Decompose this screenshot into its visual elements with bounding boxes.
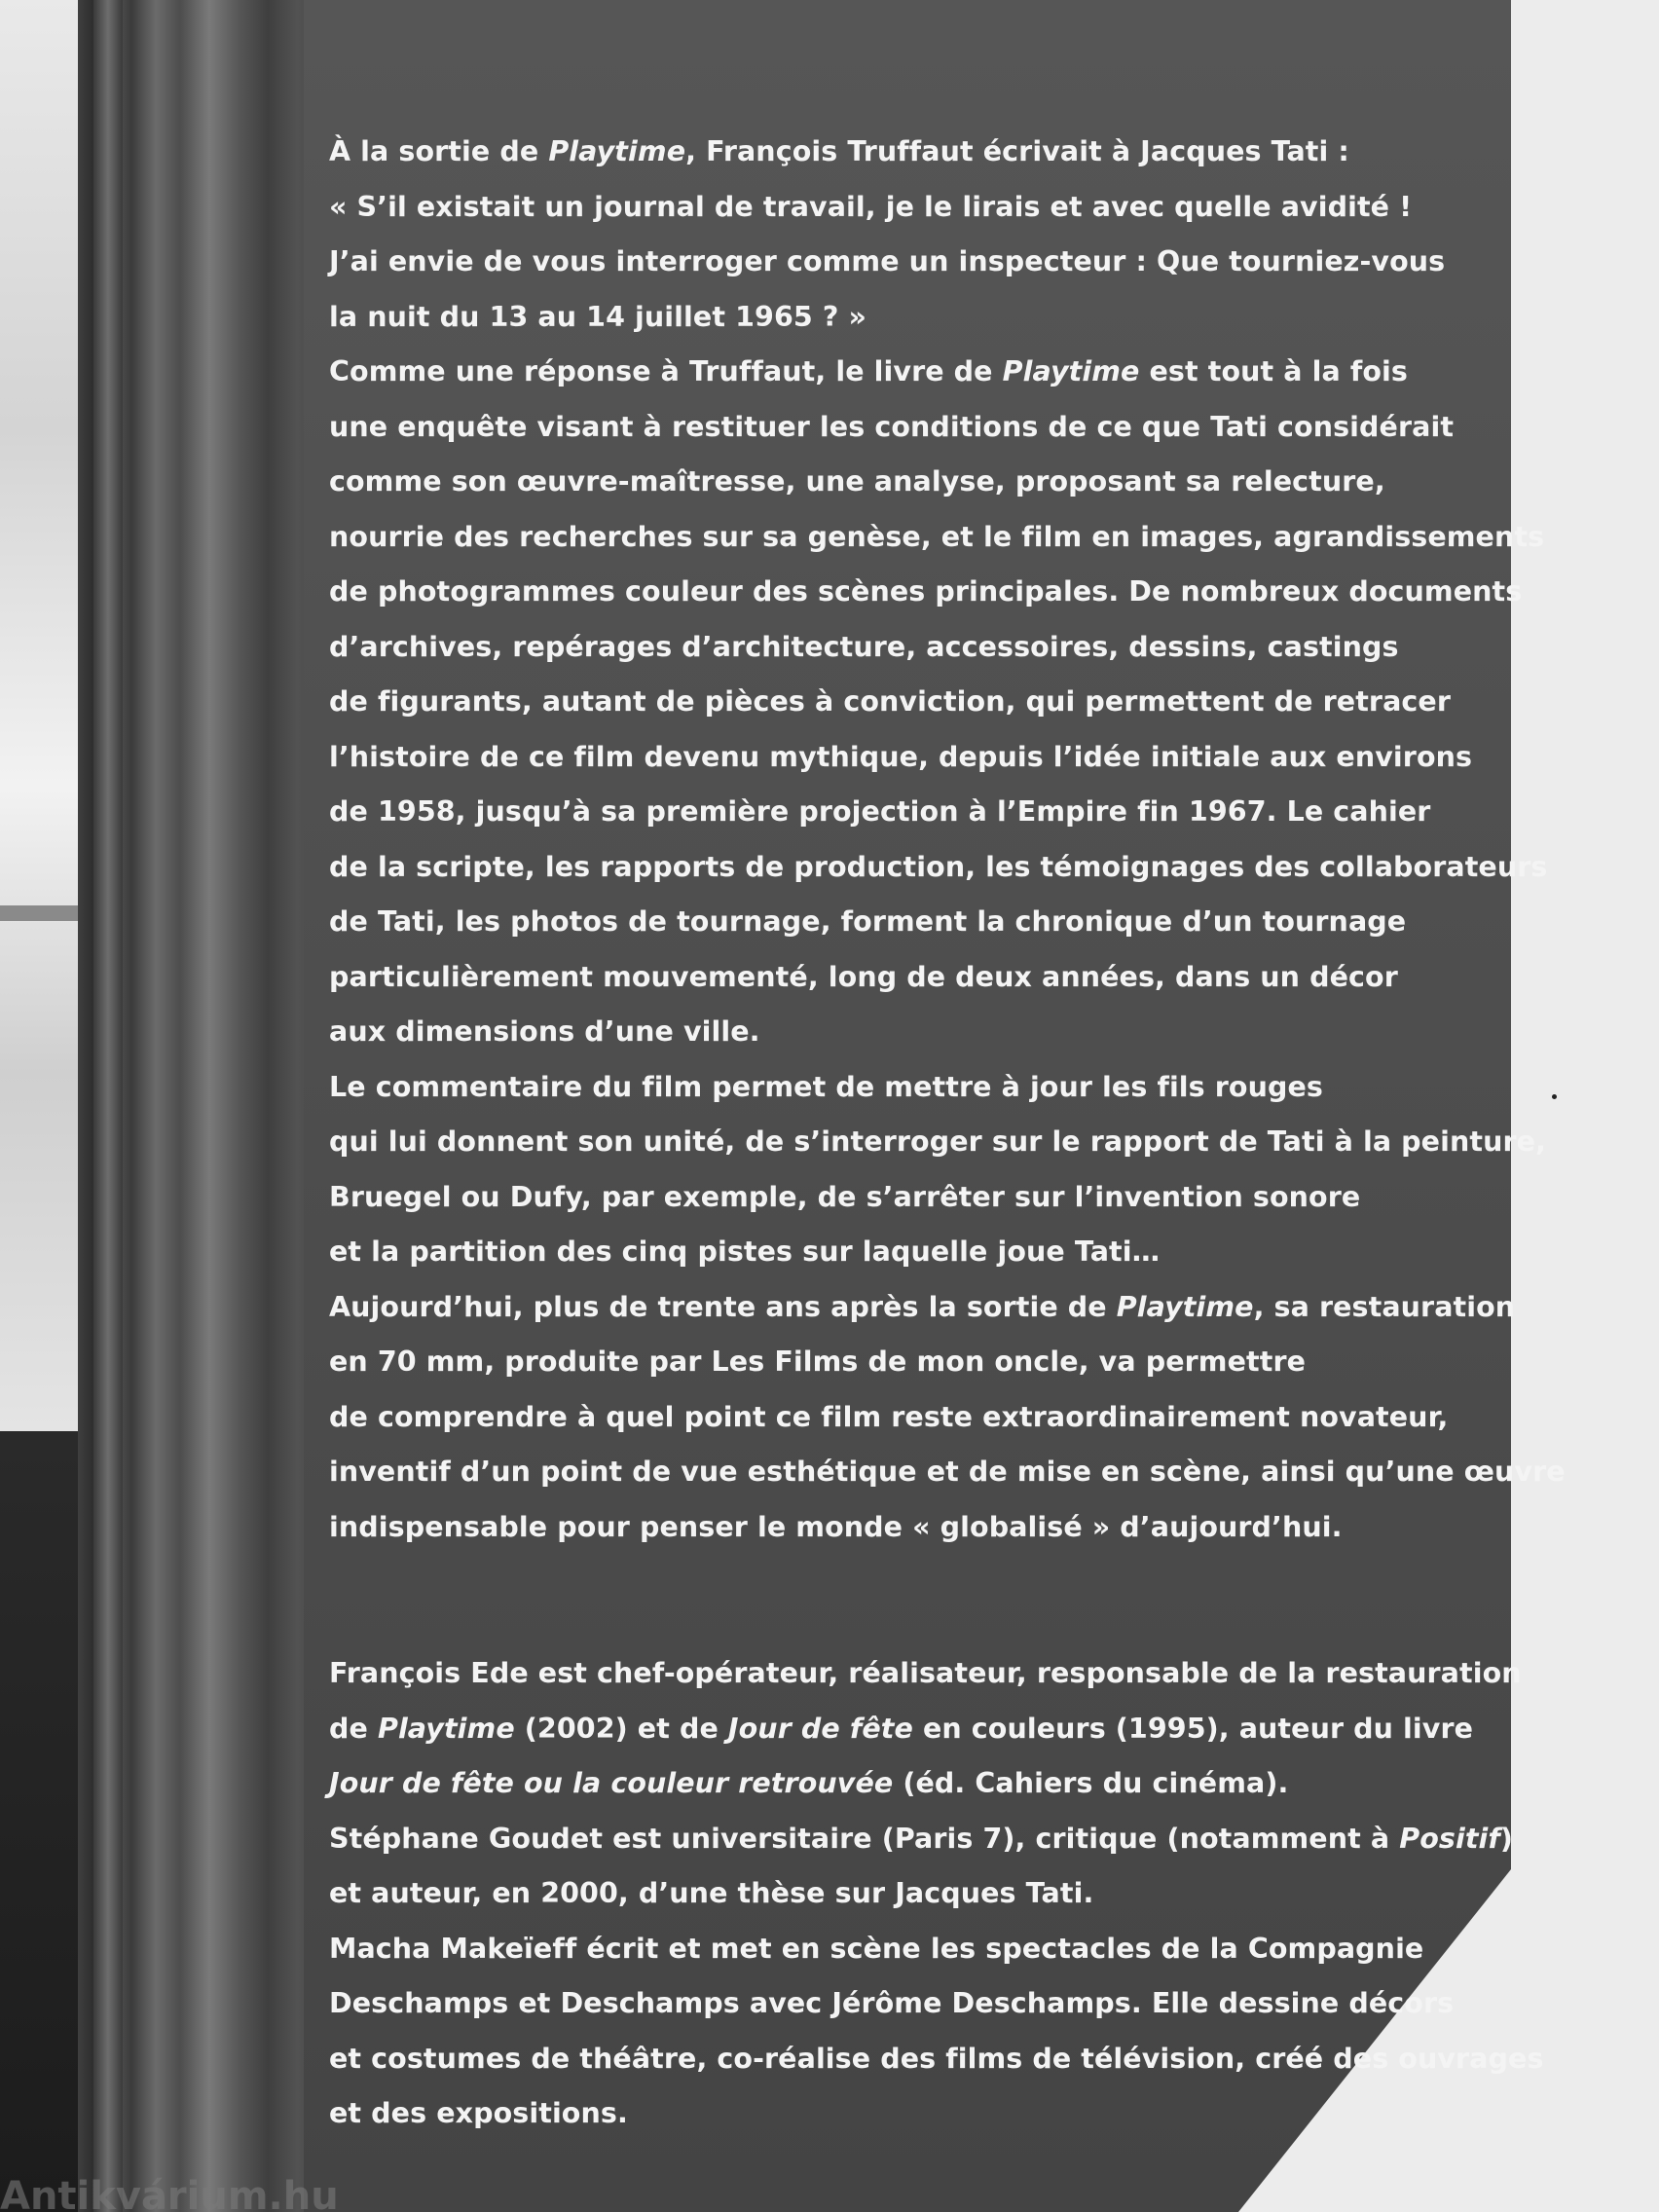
text-line [329, 1445, 1566, 1500]
text-line [329, 1500, 1458, 1556]
text-run: indispensable pour penser le monde « globalisé » d’aujourd’hui. [329, 1510, 1343, 1543]
text-run: , François Truffaut écrivait à Jacques Tati : [685, 135, 1349, 167]
text-line [329, 1756, 1458, 1812]
text-run: J’ai envie de vous interroger comme un inspecteur : Que tourniez-vous [329, 245, 1446, 277]
text-run: la nuit du 13 au 14 juillet 1965 ? » [329, 300, 866, 333]
text-run: François Ede est chef-opérateur, réalisateur, responsable de la restauration [329, 1657, 1522, 1689]
text-line [329, 1060, 1458, 1116]
book-description [329, 125, 1566, 1555]
text-line [329, 1866, 1458, 1922]
text-line [329, 895, 1458, 950]
text-run: « S’il existait un journal de travail, je le lirais et avec quelle avidité ! [329, 190, 1413, 223]
title-italic: Playtime [1002, 355, 1140, 387]
speck-mark [1552, 1094, 1557, 1099]
text-run: (éd. Cahiers du cinéma). [893, 1767, 1289, 1799]
text-run: Comme une réponse à Truffaut, le livre de [329, 355, 1003, 387]
text-line [329, 675, 1458, 730]
text-run: Le commentaire du film permet de mettre à jour les fils rouges [329, 1070, 1323, 1103]
text-run: de Tati, les photos de tournage, forment la chronique d’un tournage [329, 905, 1407, 938]
curtain-fold [93, 0, 123, 2212]
text-line [329, 950, 1458, 1006]
text-line [329, 125, 1458, 180]
text-run: (2002) et de [514, 1712, 728, 1745]
text-run: particulièrement mouvementé, long de deux années, dans un décor [329, 960, 1398, 993]
text-run: qui lui donnent son unité, de s’interroger sur le rapport de Tati à la peinture, [329, 1125, 1546, 1158]
text-run: et auteur, en 2000, d’une thèse sur Jacques Tati. [329, 1877, 1094, 1909]
text-line [329, 345, 1458, 400]
text-line [329, 730, 1473, 786]
text-run: À la sortie de [329, 135, 549, 167]
text-line [329, 1922, 1458, 1977]
text-run: Stéphane Goudet est universitaire (Paris 7), critique (notamment à [329, 1822, 1400, 1855]
title-italic: Jour de fête [727, 1712, 913, 1745]
text-run: Bruegel ou Dufy, par exemple, de s’arrêter sur l’invention sonore [329, 1180, 1361, 1213]
text-line [329, 2086, 1458, 2142]
text-run: Deschamps et Deschamps avec Jérôme Deschamps. Elle dessine décors [329, 1987, 1455, 2019]
text-run: comme son œuvre-maîtresse, une analyse, proposant sa relecture, [329, 465, 1385, 498]
text-run: inventif d’un point de vue esthétique et de mise en scène, ainsi qu’une œuvre [329, 1456, 1566, 1488]
text-line [329, 235, 1458, 290]
text-line [329, 1646, 1522, 1702]
curtain-photo [0, 0, 331, 2212]
text-run: Macha Makeïeff écrit et met en scène les spectacles de la Compagnie [329, 1932, 1424, 1965]
title-italic: Playtime [548, 135, 686, 167]
title-italic: Positif [1399, 1822, 1500, 1855]
text-run: ) [1499, 1822, 1514, 1855]
text-line [329, 565, 1523, 620]
text-run: d’archives, repérages d’architecture, accessoires, dessins, castings [329, 630, 1399, 663]
text-run: Aujourd’hui, plus de trente ans après la sortie de [329, 1290, 1117, 1323]
text-run: de photogrammes couleur des scènes principales. De nombreux documents [329, 575, 1523, 608]
text-line [329, 1812, 1514, 1867]
text-line [329, 2032, 1544, 2087]
text-run: de la scripte, les rapports de production, les témoignages des collaborateurs [329, 850, 1548, 883]
text-run: nourrie des recherches sur sa genèse, et le film en images, agrandissements [329, 520, 1545, 553]
text-run: de figurants, autant de pièces à conviction, qui permettent de retracer [329, 685, 1451, 718]
text-line [329, 785, 1458, 840]
text-line [329, 620, 1458, 676]
watermark: Antikvárium.hu [0, 2177, 339, 2212]
text-line [329, 1390, 1458, 1446]
text-line [329, 1335, 1458, 1390]
text-run: aux dimensions d’une ville. [329, 1015, 760, 1048]
text-line [329, 1005, 1458, 1060]
text-run: de 1958, jusqu’à sa première projection à l’Empire fin 1967. Le cahier [329, 795, 1431, 828]
text-line [329, 1170, 1458, 1226]
title-italic: Playtime [377, 1712, 515, 1745]
back-cover-text [329, 125, 1566, 2142]
text-run: une enquête visant à restituer les conditions de ce que Tati considérait [329, 410, 1455, 443]
text-line [329, 1976, 1458, 2032]
text-line [329, 400, 1458, 456]
window-pane [0, 0, 78, 1431]
text-run: et la partition des cinq pistes sur laquelle joue Tati… [329, 1235, 1161, 1268]
text-line [329, 1115, 1546, 1170]
text-run: est tout à la fois [1139, 355, 1408, 387]
text-line [329, 290, 1458, 346]
text-run: et des expositions. [329, 2097, 628, 2129]
author-bios [329, 1646, 1544, 2142]
text-run: de comprendre à quel point ce film reste extraordinairement novateur, [329, 1400, 1449, 1433]
title-italic: Playtime [1116, 1290, 1254, 1323]
text-line [329, 180, 1458, 236]
text-line [329, 1702, 1474, 1757]
text-line [329, 455, 1458, 510]
text-run: en 70 mm, produite par Les Films de mon oncle, va permettre [329, 1346, 1307, 1378]
text-run: de [329, 1712, 378, 1745]
text-line [329, 1280, 1516, 1336]
window-lower-shadow [0, 1431, 78, 2212]
text-run: en couleurs (1995), auteur du livre [912, 1712, 1474, 1745]
text-line [329, 1225, 1458, 1280]
text-run: et costumes de théâtre, co-réalise des films de télévision, créé des ouvrages [329, 2042, 1544, 2075]
text-run: l’histoire de ce film devenu mythique, depuis l’idée initiale aux environs [329, 740, 1473, 773]
title-italic: Jour de fête ou la couleur retrouvée [329, 1767, 894, 1799]
text-line [329, 510, 1545, 566]
text-line [329, 840, 1548, 896]
text-run: , sa restauration [1253, 1290, 1516, 1323]
